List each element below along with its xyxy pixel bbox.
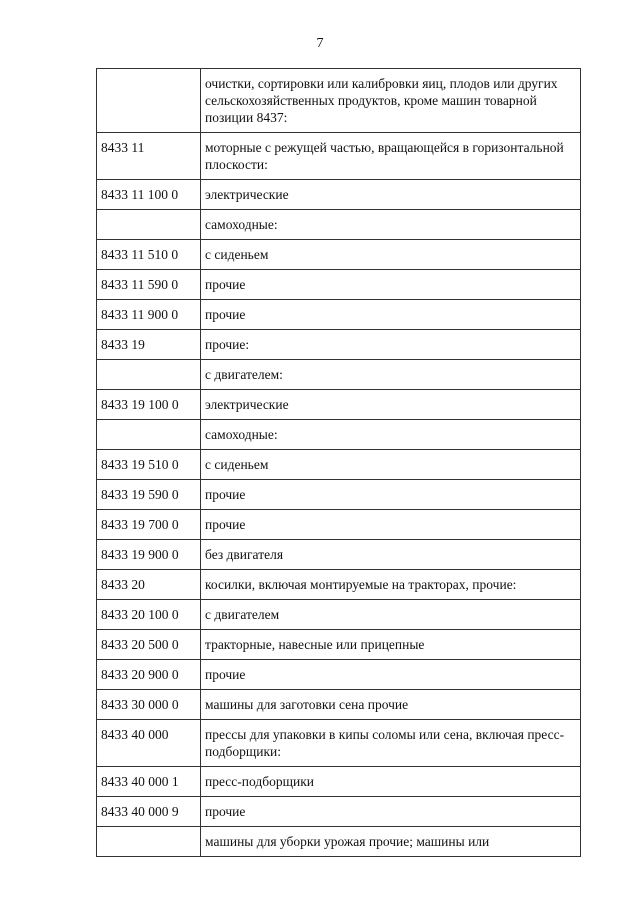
code-cell: 8433 11 900 0 xyxy=(97,300,201,330)
table-row xyxy=(97,600,581,630)
table-row xyxy=(97,420,581,450)
tariff-table-body xyxy=(97,69,581,857)
code-cell xyxy=(97,210,201,240)
code-cell xyxy=(97,420,201,450)
code-cell: 8433 19 100 0 xyxy=(97,390,201,420)
description-cell: прочие xyxy=(201,480,581,510)
table-row xyxy=(97,630,581,660)
code-cell: 8433 11 100 0 xyxy=(97,180,201,210)
table-row xyxy=(97,540,581,570)
description-cell: прочие xyxy=(201,660,581,690)
description-cell: без двигателя xyxy=(201,540,581,570)
description-cell: прочие xyxy=(201,510,581,540)
code-cell: 8433 11 510 0 xyxy=(97,240,201,270)
code-cell: 8433 19 700 0 xyxy=(97,510,201,540)
table-row xyxy=(97,797,581,827)
code-cell: 8433 40 000 1 xyxy=(97,767,201,797)
table-row xyxy=(97,450,581,480)
table-row xyxy=(97,720,581,767)
description-cell: электрические xyxy=(201,390,581,420)
description-cell: прочие: xyxy=(201,330,581,360)
table-row xyxy=(97,690,581,720)
description-cell: прочие xyxy=(201,270,581,300)
code-cell xyxy=(97,69,201,133)
description-cell: с двигателем xyxy=(201,600,581,630)
code-cell: 8433 19 xyxy=(97,330,201,360)
description-cell: с сиденьем xyxy=(201,450,581,480)
table-row xyxy=(97,240,581,270)
description-cell: прочие xyxy=(201,797,581,827)
code-cell: 8433 19 510 0 xyxy=(97,450,201,480)
description-cell: прессы для упаковки в кипы соломы или сена, включая пресс-подборщики: xyxy=(201,720,581,767)
description-cell: пресс-подборщики xyxy=(201,767,581,797)
code-cell xyxy=(97,360,201,390)
description-cell: прочие xyxy=(201,300,581,330)
code-cell: 8433 30 000 0 xyxy=(97,690,201,720)
description-cell: машины для заготовки сена прочие xyxy=(201,690,581,720)
code-cell: 8433 20 500 0 xyxy=(97,630,201,660)
tariff-table xyxy=(96,68,581,857)
description-cell: моторные с режущей частью, вращающейся в горизонтальной плоскости: xyxy=(201,133,581,180)
code-cell: 8433 19 900 0 xyxy=(97,540,201,570)
table-row xyxy=(97,510,581,540)
code-cell xyxy=(97,827,201,857)
description-cell: косилки, включая монтируемые на тракторах, прочие: xyxy=(201,570,581,600)
description-cell: самоходные: xyxy=(201,420,581,450)
table-row xyxy=(97,69,581,133)
table-row xyxy=(97,210,581,240)
table-row xyxy=(97,133,581,180)
code-cell: 8433 11 590 0 xyxy=(97,270,201,300)
description-cell: с двигателем: xyxy=(201,360,581,390)
code-cell: 8433 40 000 xyxy=(97,720,201,767)
code-cell: 8433 19 590 0 xyxy=(97,480,201,510)
code-cell: 8433 11 xyxy=(97,133,201,180)
description-cell: самоходные: xyxy=(201,210,581,240)
description-cell: очистки, сортировки или калибровки яиц, плодов или других сельскохозяйственных продуктов, кроме машин товарной позиции 8437: xyxy=(201,69,581,133)
table-row xyxy=(97,827,581,857)
code-cell: 8433 40 000 9 xyxy=(97,797,201,827)
table-row xyxy=(97,767,581,797)
table-row xyxy=(97,330,581,360)
table-row xyxy=(97,180,581,210)
page-number: 7 xyxy=(316,36,324,51)
description-cell: тракторные, навесные или прицепные xyxy=(201,630,581,660)
description-cell: с сиденьем xyxy=(201,240,581,270)
description-cell: электрические xyxy=(201,180,581,210)
code-cell: 8433 20 900 0 xyxy=(97,660,201,690)
table-row xyxy=(97,480,581,510)
table-row xyxy=(97,570,581,600)
table-row xyxy=(97,360,581,390)
table-row xyxy=(97,390,581,420)
description-cell: машины для уборки урожая прочие; машины или xyxy=(201,827,581,857)
code-cell: 8433 20 xyxy=(97,570,201,600)
table-row xyxy=(97,660,581,690)
table-row xyxy=(97,300,581,330)
code-cell: 8433 20 100 0 xyxy=(97,600,201,630)
table-row xyxy=(97,270,581,300)
